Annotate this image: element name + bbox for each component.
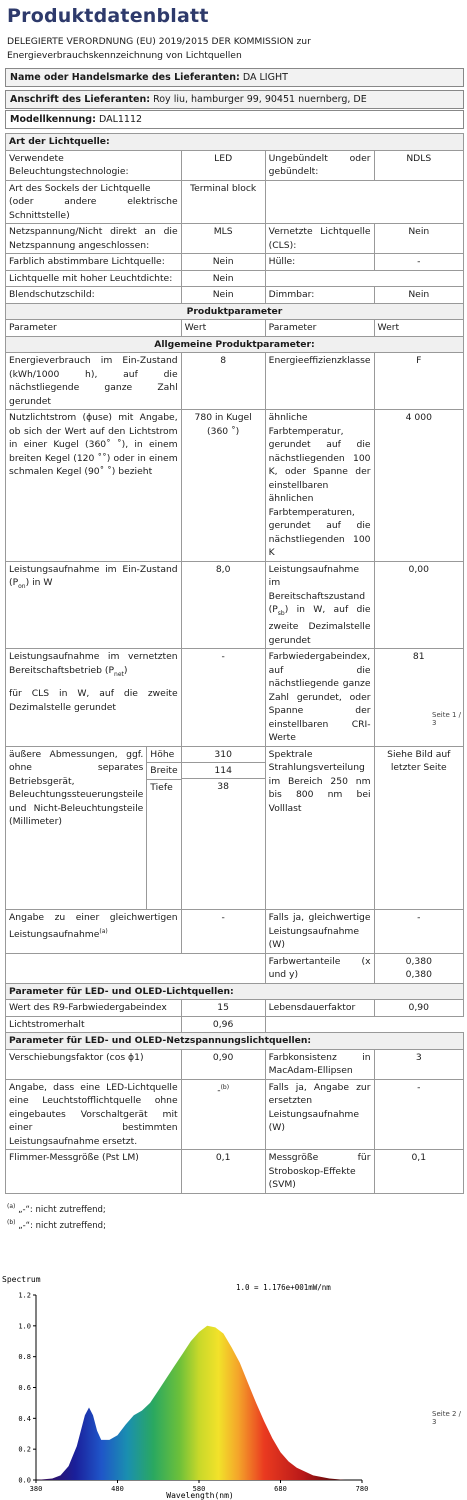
chart-ylabel: Spectrum <box>2 1275 41 1284</box>
spectrum-area <box>36 1326 362 1480</box>
pnet-label-text: Leistungsaufnahme im vernetzten Bereitschaftsbetrieb (P <box>9 651 178 676</box>
regulation-subtitle: DELEGIERTE VERORDNUNG (EU) 2019/2015 DER KOMMISSION zur Energieverbrauchskennzeichnung von Lichtquellen <box>7 36 311 61</box>
equiv-yes-label: Falls ja, gleichwertige Leistungsaufnahme (W) <box>265 910 374 954</box>
dims-cell <box>6 746 182 910</box>
col-value-header: Wert <box>181 320 265 337</box>
product-params-heading: Produktparameter <box>6 303 464 320</box>
svm-value: 0,1 <box>374 1150 463 1194</box>
glare-value: Nein <box>181 287 265 304</box>
cct-value: 4 000 <box>374 410 463 562</box>
pon-label-text: Leistungsaufnahme im Ein-Zustand (P <box>9 563 178 588</box>
survival-value: 0,90 <box>374 1000 463 1017</box>
x-tick-label: 680 <box>274 1485 287 1493</box>
equiv-label <box>6 910 182 954</box>
width-label: Breite <box>147 763 181 780</box>
equiv-label-sup: (a) <box>99 927 108 935</box>
cap-label-line2: (oder andere elektrische Schnittstelle) <box>9 196 178 221</box>
fluo-yes-label: Falls ja, Angabe zur ersetzten Leistungsaufnahme (W) <box>265 1079 374 1150</box>
supplier-address-value: Roy liu, hamburger 99, 90451 nuernberg, DE <box>153 94 367 105</box>
col-param-header: Parameter <box>265 320 374 337</box>
envelope-value: - <box>374 254 463 271</box>
x-tick-label: 480 <box>111 1485 124 1493</box>
y-tick-label: 0.8 <box>18 1353 31 1362</box>
supplier-name-row <box>5 68 464 87</box>
r9-value: 15 <box>181 1000 265 1017</box>
energy-value: 8 <box>181 353 265 410</box>
chart-title: 1.0 = 1.176e+001mW/nm <box>236 1283 331 1292</box>
y-tick-label: 0.4 <box>18 1414 31 1423</box>
equiv-value: - <box>181 910 265 954</box>
pon-label <box>6 561 182 649</box>
technology-value: LED <box>181 150 265 180</box>
depth-label: Tiefe <box>150 781 173 793</box>
r9-label: Wert des R9-Farbwiedergabeindex <box>6 1000 182 1017</box>
flux-label: Nutzlichtstrom (ɸuse) mit Angabe, ob sich der Wert auf den Lichtstrom in einer Kugel (360˚ ˚), in einem breiten Kegel (120 ˚˚) oder in einem schmalen Kegel (90˚ ˚) bezieht <box>6 410 182 562</box>
supplier-address-label: Anschrift des Lieferanten: <box>10 94 151 105</box>
chroma-x-value: 0,380 <box>405 955 432 967</box>
x-tick-label: 780 <box>355 1485 369 1493</box>
general-params-heading: Allgemeine Produktparameter: <box>6 336 464 353</box>
footnote-b-text: „-“: nicht zutreffend; <box>18 1220 106 1231</box>
directional-value: NDLS <box>374 150 463 180</box>
equiv-label-text: Angabe zu einer gleichwertigen Leistungsaufnahme <box>9 912 178 940</box>
footnote-a-mark: (a) <box>7 1203 16 1210</box>
footnote-a <box>7 1203 106 1215</box>
supplier-name-label: Name oder Handelsmarke des Lieferanten: <box>10 72 240 83</box>
footnote-a-text: „-“: nicht zutreffend; <box>18 1204 106 1215</box>
model-value: DAL1112 <box>98 114 143 125</box>
highlum-label: Lichtquelle mit hoher Leuchtdichte: <box>6 270 182 287</box>
spd-value: Siehe Bild auf letzter Seite <box>374 746 463 910</box>
tunable-value: Nein <box>181 254 265 271</box>
led-params-heading: Parameter für LED- und OLED-Lichtquellen: <box>6 983 464 1000</box>
y-tick-label: 1.0 <box>18 1322 31 1331</box>
lumen-value: 0,96 <box>181 1016 265 1033</box>
cri-value: 81 <box>374 649 463 747</box>
pon-value: 8,0 <box>181 561 265 649</box>
col-param-header: Parameter <box>6 320 182 337</box>
depth-value: 38 <box>217 780 229 792</box>
x-tick-label: 380 <box>29 1485 43 1493</box>
height-label: Höhe <box>147 747 181 763</box>
footnote-b-mark: (b) <box>7 1219 16 1226</box>
empty-cell <box>265 270 463 287</box>
x-tick-label: 580 <box>192 1485 206 1493</box>
flicker-value: 0,1 <box>181 1150 265 1194</box>
chroma-y-value: 0,380 <box>405 969 432 981</box>
dims-values <box>181 746 265 910</box>
fluo-yes-value: - <box>374 1079 463 1150</box>
model-row <box>5 110 464 129</box>
energy-label: Energieverbrauch im Ein-Zustand (kWh/1000 h), auf die nächstliegende ganze Zahl gerundet <box>6 353 182 410</box>
dims-label: äußere Abmessungen, ggf. ohne separates Betriebsgerät, Beleuchtungssteuerungsteile und Nicht-Beleuchtungsteile (Millimeter) <box>6 747 147 910</box>
y-tick-label: 0.6 <box>18 1384 31 1392</box>
y-tick-label: 1.2 <box>18 1291 31 1300</box>
cri-label: Farbwiedergabeindex, auf die nächstliegende ganze Zahl gerundet, oder Spanne der einstellbaren CRI-Werte <box>265 649 374 747</box>
type-section-heading: Art der Lichtquelle: <box>6 134 464 151</box>
consistency-label: Farbkonsistenz in MacAdam-Ellipsen <box>265 1049 374 1079</box>
width-value: 114 <box>182 763 265 779</box>
pnet-label-cls: für CLS in W, auf die zweite Dezimalstelle gerundet <box>9 688 178 713</box>
y-tick-label: 0.0 <box>18 1476 31 1485</box>
fluo-value-sup: (b) <box>220 1083 230 1091</box>
eclass-label: Energieeffizienzklasse <box>265 353 374 410</box>
chroma-values <box>374 953 463 983</box>
directional-label: Ungebündelt oder gebündelt: <box>265 150 374 180</box>
envelope-label: Hülle: <box>265 254 374 271</box>
pon-label-tail: ) in W <box>25 577 53 588</box>
pnet-value: - <box>181 649 265 747</box>
empty-cell <box>6 953 266 983</box>
flicker-label: Flimmer-Messgröße (Pst LM) <box>6 1150 182 1194</box>
glare-label: Blendschutzschild: <box>6 287 182 304</box>
fluo-value-text: - <box>217 1084 221 1096</box>
mains-value: MLS <box>181 224 265 254</box>
psb-label-text: Leistungsaufnahme im Bereitschaftszustand (P <box>268 563 366 615</box>
highlum-value: Nein <box>181 270 265 287</box>
survival-label: Lebensdauerfaktor <box>265 1000 374 1017</box>
height-value: 310 <box>182 747 265 763</box>
pnet-label <box>6 649 182 747</box>
dimmable-value: Nein <box>374 287 463 304</box>
pon-label-sub: on <box>18 582 26 590</box>
footnote-b <box>7 1219 106 1231</box>
fluo-label: Angabe, dass eine LED-Lichtquelle eine Leuchtstofflichtquelle ohne eingebautes Vorschaltgerät mit einer bestimmten Leistungsaufnahme ersetzt. <box>6 1079 182 1150</box>
datasheet-table <box>5 133 464 1194</box>
psb-label-sub: sb <box>277 609 285 617</box>
cls-value: Nein <box>374 224 463 254</box>
page-title: Produktdatenblatt <box>7 5 209 27</box>
chroma-label: Farbwertanteile (x und y) <box>265 953 374 983</box>
empty-cell <box>265 1016 463 1033</box>
cct-label: ähnliche Farbtemperatur, gerundet auf die nächstliegenden 100 K, oder Spanne der einstellbaren ähnlichen Farbtemperaturen, gerundet auf die nächstliegenden 100 K <box>265 410 374 562</box>
model-label: Modellkennung: <box>10 114 96 125</box>
supplier-address-row <box>5 90 464 109</box>
pnet-label-tail: ) <box>123 664 128 676</box>
col-value-header: Wert <box>374 320 463 337</box>
chart-xlabel: Wavelength(nm) <box>166 1491 234 1500</box>
mains-label: Netzspannung/Nicht direkt an die Netzspannung angeschlossen: <box>6 224 182 254</box>
cap-label-line1: Art des Sockels der Lichtquelle <box>9 182 151 194</box>
cap-label <box>6 180 182 224</box>
spd-label: Spektrale Strahlungsverteilung im Bereich 250 nm bis 800 nm bei Volllast <box>265 746 374 910</box>
consistency-value: 3 <box>374 1049 463 1079</box>
eclass-value: F <box>374 353 463 410</box>
psb-label <box>265 561 374 649</box>
equiv-yes-value: - <box>374 910 463 954</box>
fluo-value <box>181 1079 265 1150</box>
led-mains-params-heading: Parameter für LED- und OLED-Netzspannungslichtquellen: <box>6 1033 464 1050</box>
dims-subtable <box>6 747 181 910</box>
page-number-2: Seite 2 / 3 <box>432 1410 462 1426</box>
page-number-1: Seite 1 / 3 <box>432 711 462 727</box>
y-tick-label: 0.2 <box>18 1445 31 1454</box>
psb-label-tail: ) in W, auf die zweite Dezimalstelle gerundet <box>268 604 371 646</box>
dimmable-label: Dimmbar: <box>265 287 374 304</box>
lumen-label: Lichtstromerhalt <box>6 1016 182 1033</box>
cls-label: Vernetzte Lichtquelle (CLS): <box>265 224 374 254</box>
flux-value: 780 in Kugel (360 ˚) <box>181 410 265 562</box>
cap-value: Terminal block <box>181 180 265 224</box>
tunable-label: Farblich abstimmbare Lichtquelle: <box>6 254 182 271</box>
pf-value: 0,90 <box>181 1049 265 1079</box>
supplier-name-value: DA LIGHT <box>242 72 288 83</box>
psb-value: 0,00 <box>374 561 463 649</box>
pnet-label-sub: net <box>114 670 124 678</box>
technology-label: Verwendete Beleuchtungstechnologie: <box>6 150 182 180</box>
empty-cell <box>265 180 463 224</box>
svm-label: Messgröße für Stroboskop-Effekte (SVM) <box>265 1150 374 1194</box>
pf-label: Verschiebungsfaktor (cos ϕ1) <box>6 1049 182 1079</box>
spectrum-chart <box>0 1270 400 1500</box>
